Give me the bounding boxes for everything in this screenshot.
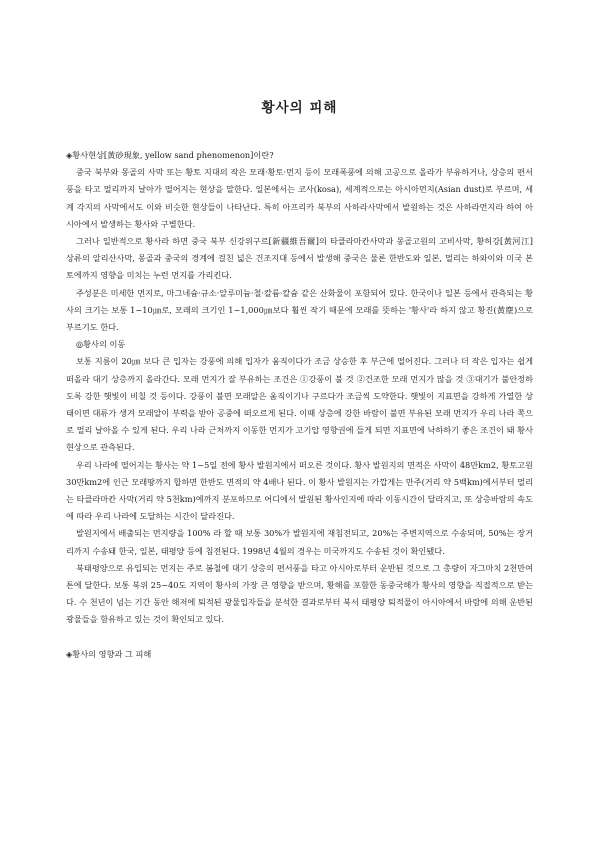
blank-line (66, 629, 533, 646)
paragraph-composition: 주성분은 미세한 먼지로, 마그네슘·규소·알루미늄·철·칼륨·칼슘 같은 산화물이 포함되어 있다. 한국이나 일본 등에서 관측되는 황사의 크기는 보통 1~10㎛로, 모래의 크기인 1~1,000㎛보다 훨씬 작기 때문에 모래를 뜻하는 '황사'라 하지 않고 황진(黃塵)으로 부르기도 한다. (66, 287, 533, 333)
paragraph-origin-regions: 그러나 일반적으로 황사라 하면 중국 북부 신강위구르[新疆維吾爾]의 타클라마칸사막과 몽골고원의 고비사막, 황허강[黃河江] 상류의 알리산사막, 몽골과 중국의 경계에 걸친 넓은 건조지대 등에서 발생해 중국은 물론 한반도와 일본, 멀리는 하와이와 미국 본토에까지 영향을 미치는 누런 먼지를 가리킨다. (66, 236, 533, 281)
subheading-movement: ◎황사의 이동 (76, 339, 126, 350)
section-heading-effects: ◈황사의 영향과 그 피해 (66, 648, 152, 659)
paragraph-source-area: 우리 나라에 떨어지는 황사는 약 1~5일 전에 황사 발원지에서 떠오른 것이다. 황사 발원지의 면적은 사막이 48만km2, 황토고원 30만km2에 인근 모래땅까지 합하면 한반도 면적의 약 4배나 된다. 이 황사 발원지는 가깝게는 만주(거리 약 5백km)에서부터 멀리는 타클라마칸 사막(거리 약 5천km)에까지 분포하므로 어디에서 발원된 황사인지에 따라 이동시간이 달라지고, 또 상층바람의 속도에 따라 우리 나라에 도달하는 시간이 달라진다. (66, 459, 533, 522)
paragraph-deposition: 발원지에서 배출되는 먼지량을 100% 라 할 때 보통 30%가 발원지에 재침전되고, 20%는 주변지역으로 수송되며, 50%는 장거리까지 수송돼 한국, 일본, 태평양 등에 침전된다. 1998년 4월의 경우는 미국까지도 수송된 것이 확인됐다. (66, 528, 533, 556)
document-body (66, 147, 533, 663)
section-heading-definition: ◈황사현상[黃砂現象, yellow sand phenomenon]이란? (66, 150, 274, 160)
document-title: 황사의 피해 (261, 100, 338, 116)
paragraph-north-pacific: 북태평양으로 유입되는 먼지는 주로 봄철에 대기 상층의 편서풍을 타고 아시아로부터 운반된 것으로 그 총량이 자그마치 2천만여 톤에 달한다. 보통 북위 25~40도 지역이 황사의 가장 큰 영향을 받으며, 황해를 포함한 동중국해가 황사의 영향을 직접적으로 받는다. 수 천년이 넘는 기간 동안 해저에 퇴적된 광물입자들을 분석한 결과로부터 북서 태평양 퇴적물이 아시아에서 바람에 의해 운반된 광물들을 함유하고 있는 것이 확인되고 있다. (66, 562, 533, 625)
paragraph-movement-conditions: 보통 지름이 20㎛ 보다 큰 입자는 강풍에 의해 입자가 움직이다가 조금 상승한 후 부근에 떨어진다. 그러나 더 작은 입자는 쉽게 떠올라 대기 상층까지 올라간다. 모래 먼지가 잘 부유하는 조건은 ①강풍이 불 것 ②건조한 모래 먼지가 많을 것 ③대기가 불안정하도록 강한 햇빛이 비칠 것 등이다. 강풍이 불면 모래알은 움직이기나 구르다가 조금씩 도약한다. 햇빛이 지표면을 강하게 가열한 상태이면 대류가 생겨 모래알이 부력을 받아 공중에 떠오르게 된다. 이때 상층에 강한 바람이 불면 부유된 모래 먼지가 우리 나라 쪽으로 멀리 날아올 수 있게 된다. 우리 나라 근처까지 이동한 먼지가 고기압 영향권에 들게 되면 지표면에 낙하하기 좋은 조건이 돼 황사 현상으로 관측된다. (66, 356, 533, 453)
paragraph-definition: 중국 북부와 몽골의 사막 또는 황토 지대의 작은 모래·황토·먼지 등이 모래폭풍에 의해 고공으로 올라가 부유하거나, 상층의 편서풍을 타고 멀리까지 날아가 떨어지는 현상을 말한다. 일본에서는 코사(kosa), 세계적으로는 아시아먼지(Asian dust)로 부르며, 세계 각지의 사막에서도 이와 비슷한 현상들이 나타난다. 특히 아프리카 북부의 사하라사막에서 발원하는 것은 사하라먼지라 하여 아시아에서 발생하는 황사와 구별한다. (66, 167, 533, 229)
